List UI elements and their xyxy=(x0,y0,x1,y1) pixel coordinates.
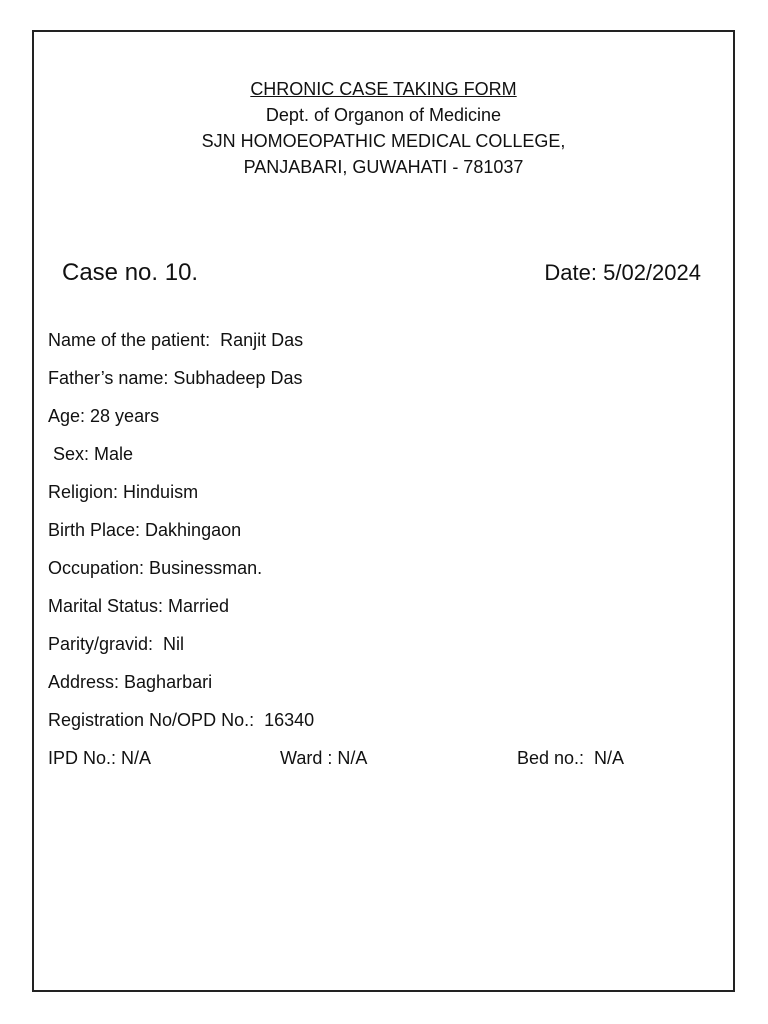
case-number: Case no. 10. xyxy=(62,259,199,286)
college-name: SJN HOMOEOPATHIC MEDICAL COLLEGE, xyxy=(201,131,566,151)
father-name: Father’s name: Subhadeep Das xyxy=(48,368,303,388)
patient-name: Name of the patient: Ranjit Das xyxy=(48,330,304,350)
birth-place: Birth Place: Dakhingaon xyxy=(48,520,242,540)
ward: Ward : N/A xyxy=(280,748,368,768)
marital-status: Marital Status: Married xyxy=(48,596,230,616)
department-name: Dept. of Organon of Medicine xyxy=(265,105,502,125)
patient-religion: Religion: Hinduism xyxy=(48,482,199,502)
ipd-number: IPD No.: N/A xyxy=(48,748,152,768)
patient-address: Address: Bagharbari xyxy=(48,672,213,692)
case-form-page xyxy=(32,30,735,992)
form-title: CHRONIC CASE TAKING FORM xyxy=(250,79,517,99)
registration-number: Registration No/OPD No.: 16340 xyxy=(48,710,315,730)
patient-details xyxy=(48,330,688,786)
form-header xyxy=(34,76,733,180)
case-date: Date: 5/02/2024 xyxy=(544,260,701,285)
admission-row xyxy=(48,748,688,786)
parity-gravid: Parity/gravid: Nil xyxy=(48,634,185,654)
patient-sex: Sex: Male xyxy=(48,444,134,464)
bed-number: Bed no.: N/A xyxy=(517,748,625,768)
college-address: PANJABARI, GUWAHATI - 781037 xyxy=(243,157,524,177)
patient-age: Age: 28 years xyxy=(48,406,160,426)
occupation: Occupation: Businessman. xyxy=(48,558,263,578)
case-info-row xyxy=(62,258,701,288)
